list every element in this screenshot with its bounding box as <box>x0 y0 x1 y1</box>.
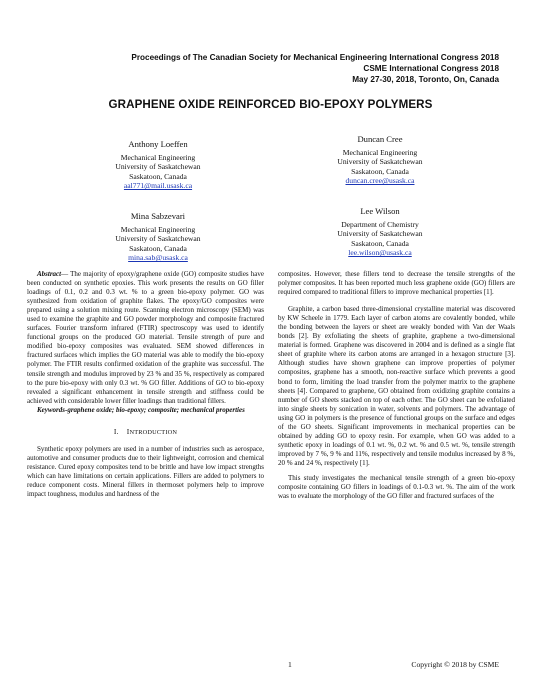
author-name: Mina Sabzevari <box>130 211 186 221</box>
author-department: Department of Chemistry <box>341 219 419 229</box>
author-block <box>88 212 228 263</box>
copyright-notice: Copyright © 2018 by CSME <box>411 660 499 669</box>
keywords-line: Keywords-graphene oxide; bio-epoxy; composite; mechanical properties <box>37 405 245 414</box>
section-number: I. <box>113 426 119 436</box>
author-email-link[interactable]: mina.sab@usask.ca <box>128 253 188 263</box>
body-paragraph: composites. However, these fillers tend to decrease the tensile strengths of the polymer composites. It has been reported much less graphene oxide (GO) fillers are required compared to traditional fillers to improve mechanical properties [1]. <box>278 270 515 297</box>
author-name: Lee Wilson <box>360 206 400 216</box>
author-university: University of Saskatchewan <box>115 234 201 244</box>
author-city: Saskatoon, Canada <box>351 166 409 176</box>
section-title-initial: I <box>126 426 130 436</box>
page-number: 1 <box>288 660 292 669</box>
intro-paragraph: Synthetic epoxy polymers are used in a number of industries such as aerospace, automotive and consumer products due to their lightweight, corrosion and chemical resistance. Cured epoxy composites tend to be brittle and have low impact strengths which can have limitations on certain applications. Fillers are added to polymers to reduce component costs. Mineral fillers in thermoset polymers help to improve impact toughness, modulus and hardness of the <box>27 444 264 499</box>
author-email-link[interactable]: lee.wilson@usask.ca <box>348 248 412 258</box>
author-name: Anthony Loeffen <box>128 139 188 149</box>
left-column <box>27 270 264 499</box>
author-university: University of Saskatchewan <box>337 157 423 167</box>
author-city: Saskatoon, Canada <box>351 238 409 248</box>
right-column <box>278 270 515 501</box>
author-email-link[interactable]: duncan.cree@usask.ca <box>345 176 415 186</box>
author-department: Mechanical Engineering <box>120 152 196 162</box>
author-block <box>300 135 460 186</box>
abstract-paragraph <box>27 270 264 406</box>
section-title-rest: NTRODUCTION <box>129 428 178 436</box>
abstract-text: — The majority of epoxy/graphene oxide (GO) composite studies have been conducted on synthetic epoxies. This work presents the results on GO filler loadings of 0.1, 0.2 and 0.3 wt. % to a green bio-epoxy polymer. GO was synthesized from oxidation of graphite flakes. The epoxy/GO composites were prepared using a solution mixing route. Scanning electron microscopy (SEM) was used to examine the graphite and GO powder morphology and composite fractured surfaces. Fourier transform infrared (FTIR) spectroscopy was used to identify functional groups on the produced GO material. Tensile strength of pure and modified bio-epoxy composites was evaluated. SEM showed differences in fractured surfaces which implies the GO material was able to modify the bio-epoxy polymer. The FTIR results confirmed oxidation of the graphite was successful. The tensile strength and modulus improved by 23 % and 35 %, respectively as compared to the pure bio-epoxy with only 0.3 wt. % GO filler. Additions of GO to bio-epoxy revealed a significant enhancement in tensile strength and stiffness could be achieved with considerable lower filler loadings than traditional fillers. <box>27 270 264 405</box>
author-email-link[interactable]: aal771@mail.usask.ca <box>123 181 193 191</box>
author-department: Mechanical Engineering <box>342 147 418 157</box>
body-paragraph: Graphite, a carbon based three-dimensional crystalline material was discovered by KW Scheele in 1779. Each layer of carbon atoms are covalently bonded, while the bonding between the layers or sheet are weakly bonded with Van der Waals bonds [2]. By exfoliating the sheets of graphite, graphene a two-dimensional material is formed. Graphene was discovered in 2004 and is defined as a single flat sheet of graphite where its carbon atoms are arranged in a hexagon structure [3]. Although studies have shown graphene can improve properties of polymer composites, graphene has a smooth, non-reactive surface which prevents a good bond to form, limiting the load transfer from the polymer matrix to the graphene sheets [4]. Compared to graphene, GO obtained from oxidizing graphite contains a number of GO sheets stacked on top of each other. The GO sheet can be exfoliated into single sheets by sonication in water, solvents and polymers. The advantage of using GO in polymers is the presence of functional groups on the surface and edges of the GO sheets. Significant improvements in mechanical properties can be obtained by adding GO to epoxy resin. For example, when GO was added to a synthetic epoxy in loadings of 0.1 wt. %, 0.2 wt. % and 0.5 wt. %, tensile strength improved by 7 %, 9 % and 11%, respectively and tensile modulus increased by 8 %, 20 % and 24 %, respectively [1]. <box>278 305 515 467</box>
proceedings-header-line: Proceedings of The Canadian Society for Mechanical Engineering International Congress 2018 <box>131 53 499 62</box>
author-city: Saskatoon, Canada <box>129 171 187 181</box>
section-heading <box>27 427 264 437</box>
author-department: Mechanical Engineering <box>120 224 196 234</box>
congress-header-line: CSME International Congress 2018 <box>363 64 499 73</box>
paper-title: GRAPHENE OXIDE REINFORCED BIO-EPOXY POLYMERS <box>108 98 433 111</box>
abstract-label: Abstract <box>37 270 62 278</box>
date-location-header-line: May 27-30, 2018, Toronto, On, Canada <box>352 75 499 84</box>
author-university: University of Saskatchewan <box>337 229 423 239</box>
author-block <box>300 207 460 258</box>
author-city: Saskatoon, Canada <box>129 243 187 253</box>
body-paragraph: This study investigates the mechanical tensile strength of a green bio-epoxy composite containing GO fillers in loadings of 0.1-0.3 wt. %. The aim of the work was to evaluate the morphology of the GO filler and fractured surfaces of the <box>278 473 515 501</box>
author-university: University of Saskatchewan <box>115 162 201 172</box>
author-name: Duncan Cree <box>357 134 403 144</box>
author-block <box>88 140 228 191</box>
